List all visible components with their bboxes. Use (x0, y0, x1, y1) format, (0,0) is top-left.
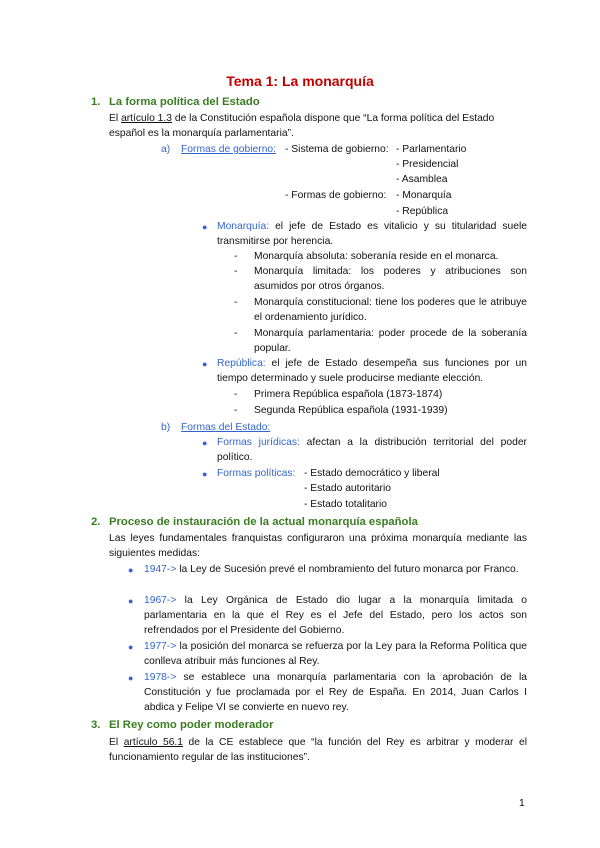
sistema-item: - Presidencial (396, 159, 459, 170)
politicas-item: - Estado totalitario (304, 499, 387, 510)
timeline-item (144, 593, 527, 638)
monarquia-text: el jefe de Estado es vitalicio y su titularidad suele transmitirse por herencia. (217, 221, 527, 247)
monarquia-type: Monarquía limitada: los poderes y atribuciones son asumidos por otros órganos. (254, 266, 527, 292)
monarquia-term: Monarquía: (217, 221, 270, 232)
dash-icon: - (234, 251, 238, 262)
timeline-year: 1977-> (144, 641, 177, 652)
formas-item: - República (396, 206, 449, 217)
formas-item: - Monarquía (396, 190, 452, 201)
formas-gobierno-title: Formas de gobierno: (181, 144, 277, 155)
bullet-icon: ● (128, 565, 134, 575)
article-56-1-link[interactable]: artículo 56.1 (123, 737, 184, 748)
juridicas-term: Formas jurídicas: (217, 437, 300, 448)
section-2-heading: Proceso de instauración de la actual monarquía española (109, 516, 418, 528)
dash-icon: - (234, 328, 238, 339)
politicas-term: Formas políticas: (217, 468, 296, 479)
page-number: 1 (519, 798, 525, 809)
timeline-item (144, 562, 527, 577)
timeline-year: 1967-> (144, 595, 177, 606)
monarquia-type: Monarquía absoluta: soberanía reside en el monarca. (254, 251, 499, 262)
politicas-item: - Estado democrático y liberal (304, 468, 440, 479)
section-2-intro: Las leyes fundamentales franquistas configuraron una próxima monarquía mediante las siguientes medidas: (109, 533, 527, 559)
section-3-heading: El Rey como poder moderador (109, 719, 274, 731)
section-3-text-post: de la CE establece que “la función del Rey es arbitrar y moderar el funcionamiento regular de las instituciones”. (109, 737, 527, 763)
bullet-icon: ● (128, 673, 134, 683)
monarquia-type: Monarquía parlamentaria: poder procede de la soberanía popular. (254, 328, 527, 354)
formas-estado-title: Formas del Estado: (181, 422, 271, 433)
timeline-item (144, 670, 527, 715)
bullet-icon: ● (128, 642, 134, 652)
republica-term: República: (217, 358, 266, 369)
dash-icon: - (234, 405, 238, 416)
section-1-number: 1. (91, 96, 101, 108)
bullet-icon: ● (202, 469, 208, 479)
republica-definition (217, 356, 527, 386)
timeline-year: 1978-> (144, 672, 177, 683)
timeline-year: 1947-> (144, 564, 177, 575)
bullet-icon: ● (202, 438, 208, 448)
intro-text: El (109, 113, 122, 124)
formas-gobierno-label: - Formas de gobierno: (285, 190, 387, 201)
intro-text: de la Constitución española dispone que “La forma política del Estado (171, 113, 495, 124)
section-2-number: 2. (91, 516, 101, 528)
section-1-intro-line2: español es la monarquía parlamentaria”. (109, 128, 294, 139)
dash-icon: - (234, 389, 238, 400)
section-3-text (109, 735, 527, 765)
politicas-item: - Estado autoritario (304, 483, 391, 494)
timeline-text: la Ley Orgánica de Estado dio lugar a la monarquía limitada o parlamentaria en la que el Rey es el Jefe del Estado, pero los actos son refrendados por el Presidente del Gobierno. (144, 595, 527, 636)
republica-text: el jefe de Estado desempeña sus funciones por un tiempo determinado y suele producirse mediante elección. (217, 358, 527, 384)
timeline-text: la Ley de Sucesión prevé el nombramiento del futuro monarca por Franco. (176, 564, 519, 575)
monarquia-type: Monarquía constitucional: tiene los poderes que le atribuye el ordenamiento jurídico. (254, 297, 527, 323)
article-1-3-link[interactable]: artículo 1.3 (121, 113, 172, 124)
timeline-item (144, 639, 527, 669)
page-title: Tema 1: La monarquía (226, 73, 374, 89)
bullet-icon: ● (202, 222, 208, 232)
section-3-text-pre: El (109, 737, 124, 748)
formas-juridicas-definition (217, 435, 527, 465)
sistema-item: - Asamblea (396, 174, 448, 185)
republica-item: Segunda República española (1931-1939) (254, 405, 448, 416)
timeline-text: la posición del monarca se refuerza por la Ley para la Reforma Política que conlleva atribuir más funciones al Rey. (144, 641, 527, 667)
section-1-heading: La forma política del Estado (109, 96, 260, 108)
sistema-item: - Parlamentario (396, 144, 467, 155)
juridicas-text: afectan a la distribución territorial del poder político. (217, 437, 527, 463)
republica-item: Primera República española (1873-1874) (254, 389, 443, 400)
list-label-a: a) (161, 144, 171, 155)
timeline-text: se establece una monarquía parlamentaria con la aprobación de la Constitución y fue proclamada por el Rey de España. En 2014, Juan Carlos I abdica y Felipe VI se convierte en nuevo rey. (144, 672, 527, 713)
section-1-intro-line1 (109, 111, 494, 126)
monarquia-definition (217, 219, 527, 249)
bullet-icon: ● (128, 596, 134, 606)
sistema-gobierno-label: - Sistema de gobierno: (285, 144, 389, 155)
section-3-number: 3. (91, 719, 101, 731)
list-label-b: b) (161, 422, 171, 433)
dash-icon: - (234, 297, 238, 308)
dash-icon: - (234, 266, 238, 277)
bullet-icon: ● (202, 359, 208, 369)
